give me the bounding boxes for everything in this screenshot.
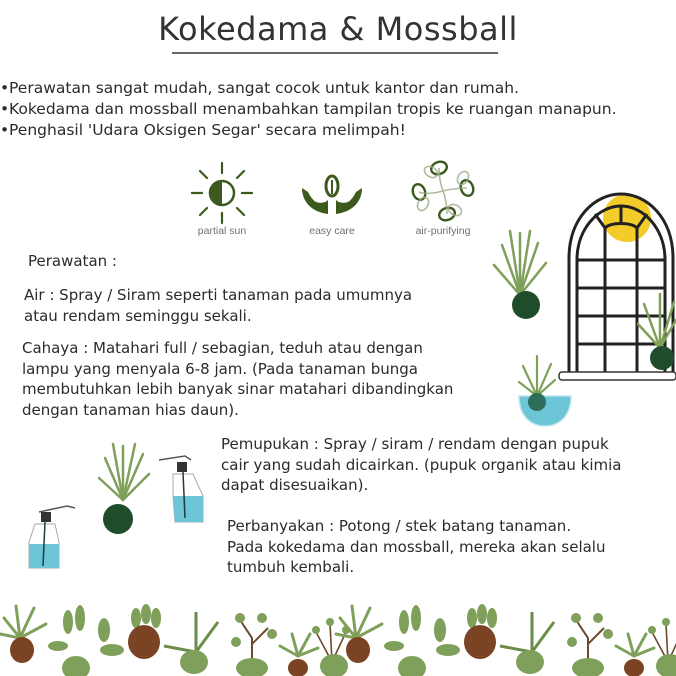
kokedama-plant-illustration: [636, 288, 676, 373]
partial-sun-icon: [189, 160, 255, 226]
kokedama-plant-illustration: [95, 440, 155, 535]
care-pemupukan-line: cair yang sudah dicairkan. (pupuk organik atau kimia: [221, 455, 622, 474]
feature-label: partial sun: [197, 225, 247, 237]
care-perbanyakan-line: tumbuh kembali.: [227, 558, 355, 576]
care-pemupukan-line: dapat disesuaikan).: [221, 476, 369, 494]
page-title: Kokedama & Mossball: [158, 10, 518, 48]
feature-label: air-purifying: [415, 225, 471, 237]
care-perbanyakan: [227, 516, 605, 578]
mossball-bowl-illustration: [515, 352, 575, 430]
easy-care-icon: [298, 174, 366, 220]
bullet-text: Kokedama dan mossball menambahkan tampilan tropis ke ruangan manapun.: [9, 100, 617, 118]
care-cahaya-line: dengan tanaman hias daun).: [22, 400, 239, 419]
feature-air-purifying: [405, 158, 481, 237]
bullet-item: •Kokedama dan mossball menambahkan tampilan tropis ke ruangan manapun.: [0, 100, 617, 118]
plant-border-illustration: [0, 598, 676, 676]
feature-label: easy care: [309, 225, 355, 237]
bullet-text: Perawatan sangat mudah, sangat cocok untuk kantor dan rumah.: [9, 79, 520, 97]
care-perbanyakan-line: Pada kokedama dan mossball, mereka akan selalu: [227, 537, 606, 556]
air-purifying-icon: [409, 158, 477, 224]
care-air-line: atau rendam seminggu sekali.: [24, 306, 252, 325]
title-underline: [172, 52, 498, 54]
feature-partial-sun: [186, 160, 258, 237]
care-pemupukan-line: Pemupukan : Spray / siram / rendam dengan pupuk: [221, 435, 609, 453]
bullet-item: •Perawatan sangat mudah, sangat cocok untuk kantor dan rumah.: [0, 79, 520, 97]
care-air-line: Air : Spray / Siram seperti tanaman pada umumnya: [24, 286, 413, 304]
care-cahaya: [22, 338, 453, 420]
bullet-item: •Penghasil 'Udara Oksigen Segar' secara melimpah!: [0, 121, 406, 139]
spray-bottle-left-icon: [25, 502, 80, 572]
spray-bottle-right-icon: [155, 452, 210, 527]
care-pemupukan: [221, 434, 622, 496]
care-cahaya-line: membutuhkan lebih banyak sinar matahari dibandingkan: [22, 380, 454, 398]
bullet-text: Penghasil 'Udara Oksigen Segar' secara melimpah!: [9, 121, 406, 139]
care-heading: Perawatan :: [28, 252, 117, 270]
feature-bullet-list: [0, 78, 617, 141]
care-cahaya-line: lampu yang menyala 6-8 jam. (Pada tanaman bunga: [22, 359, 418, 378]
care-air: [24, 285, 412, 326]
care-cahaya-line: Cahaya : Matahari full / sebagian, teduh atau dengan: [22, 339, 423, 357]
feature-easy-care: [296, 174, 368, 237]
kokedama-plant-illustration: [490, 225, 550, 325]
care-perbanyakan-line: Perbanyakan : Potong / stek batang tanaman.: [227, 517, 572, 535]
